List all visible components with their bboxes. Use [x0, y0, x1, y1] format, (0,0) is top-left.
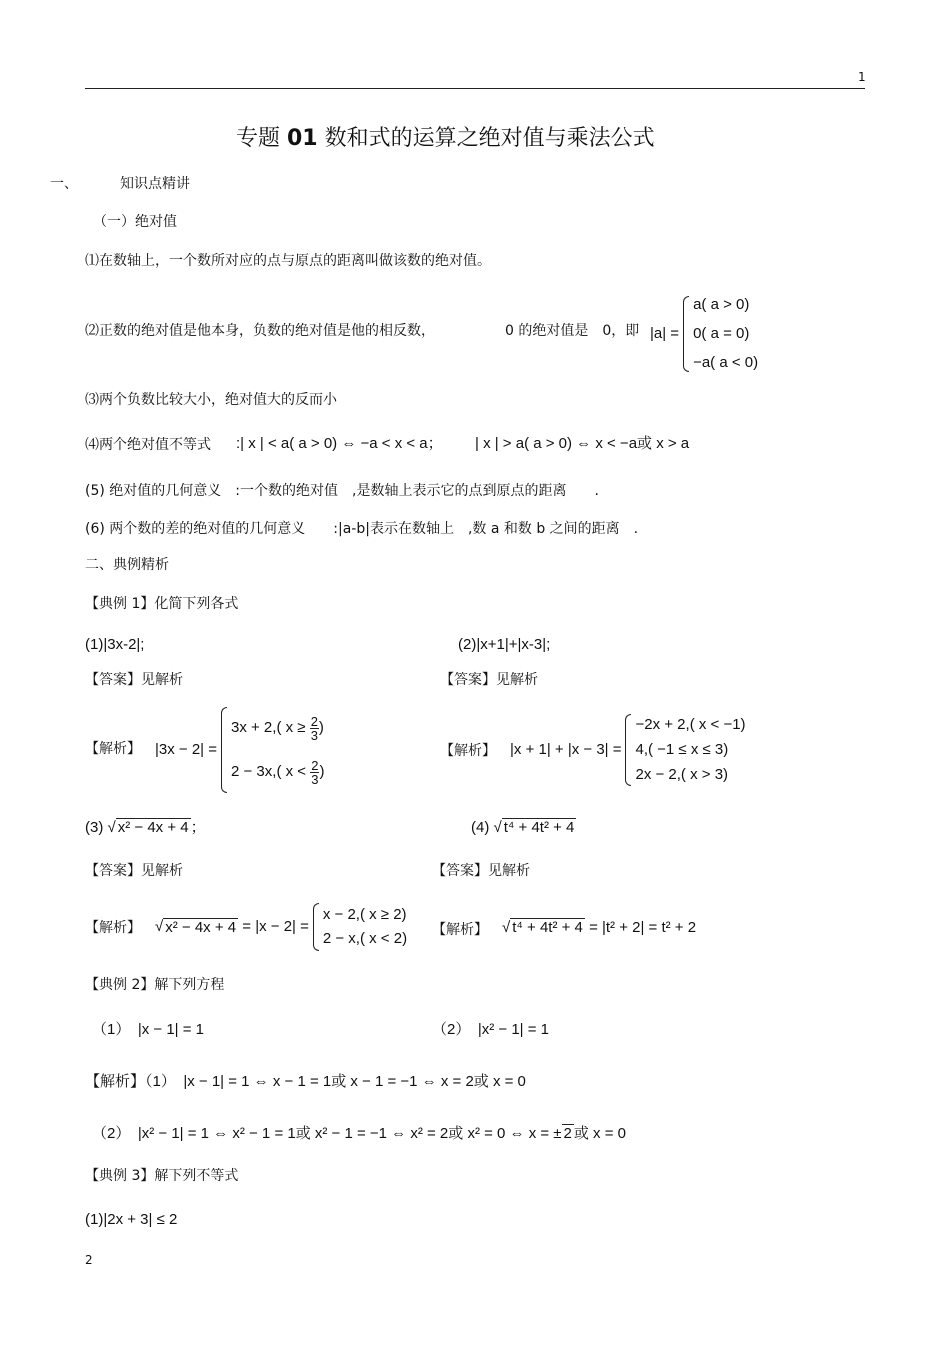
- example-1-solution-2-formula: |x + 1| + |x − 3| = −2x + 2,( x < −1) 4,( −1 ≤ x ≤ 3) 2x − 2,( x > 3): [510, 712, 746, 787]
- page-number-top: 1: [858, 70, 866, 84]
- example-2-heading: 【典例 2】解下列方程: [85, 977, 225, 993]
- point-2-text: ⑵正数的绝对值是他本身，负数的绝对值是他的相反数，: [85, 323, 435, 339]
- point-4-formula-2: | x | > a( a > 0) ⇔ x < −a或 x > a: [475, 435, 690, 452]
- point-6: (6) 两个数的差的绝对值的几何意义 :|a-b|表示在数轴上 ,数 a 和数 b 之间的距离 .: [85, 521, 639, 537]
- subsection-heading: （一）绝对值: [93, 214, 177, 230]
- example-2-solution-1: 【解析】（1） |x − 1| = 1 ⇔ x − 1 = 1或 x − 1 = −1 ⇔ x = 2或 x = 0: [85, 1073, 526, 1090]
- page-number-bottom: 2: [85, 1253, 93, 1267]
- example-2-solution-2: （2） |x² − 1| = 1 ⇔ x² − 1 = 1或 x² − 1 = −1 ⇔ x² = 2或 x² = 0 ⇔ x = ± 2 或 x = 0: [92, 1125, 626, 1142]
- header-rule: [85, 88, 865, 89]
- point-3: ⑶两个负数比较大小，绝对值大的反而小: [85, 392, 337, 408]
- example-1-solution-2-label: 【解析】: [440, 743, 496, 759]
- example-1-question-1: (1)|3x-2|;: [85, 636, 145, 653]
- abs-definition-formula: |a| = a( a > 0) 0( a = 0) −a( a < 0): [650, 296, 759, 371]
- example-1-question-3: (3) √ x² − 4x + 4 ；: [85, 819, 206, 836]
- example-1-question-2: (2)|x+1|+|x-3|;: [458, 636, 551, 653]
- example-1-solution-3-formula: √ x² − 4x + 4 = |x − 2| = x − 2,( x ≥ 2) 2 − x,( x < 2): [155, 903, 407, 951]
- point-2-text-zero: 0 的绝对值是 0，即: [505, 323, 640, 339]
- example-1-solution-3-label: 【解析】: [85, 920, 141, 936]
- example-1-solution-1-label: 【解析】: [85, 741, 141, 757]
- page-title: 专题 01 数和式的运算之绝对值与乘法公式: [236, 126, 655, 151]
- point-1: ⑴在数轴上，一个数所对应的点与原点的距离叫做该数的绝对值。: [85, 253, 491, 269]
- section-1-heading: 知识点精讲: [120, 176, 190, 192]
- section-2-heading: 二、典例精析: [85, 557, 169, 573]
- point-5: (5) 绝对值的几何意义 :一个数的绝对值 ,是数轴上表示它的点到原点的距离 .: [85, 483, 599, 499]
- example-1-question-4: (4) √ t⁴ + 4t² + 4: [471, 819, 575, 836]
- example-1-answer-2: 【答案】见解析: [440, 672, 538, 688]
- point-4-label: ⑷两个绝对值不等式: [85, 437, 211, 453]
- example-1-answer-3: 【答案】见解析: [85, 863, 183, 879]
- example-1-answer-1: 【答案】见解析: [85, 672, 183, 688]
- example-3-heading: 【典例 3】解下列不等式: [85, 1168, 239, 1184]
- example-2-question-1: （1） |x − 1| = 1: [92, 1021, 205, 1038]
- example-2-question-2: （2） |x² − 1| = 1: [432, 1021, 550, 1038]
- point-4-formula-1: :| x | < a( a > 0) ⇔ −a < x < a；: [236, 435, 443, 452]
- example-1-solution-4-formula: √ t⁴ + 4t² + 4 = |t² + 2| = t² + 2: [502, 919, 697, 936]
- section-1-number: 一、: [50, 176, 78, 192]
- example-1-solution-4-label: 【解析】: [432, 922, 488, 938]
- example-1-answer-4: 【答案】见解析: [432, 863, 530, 879]
- example-1-solution-1-formula: |3x − 2| = 3x + 2,( x ≥ $\frac{2}{3}$ ) 2 − 3x,( x < $\frac{2}{3}$ ): [155, 706, 324, 794]
- example-3-question-1: (1)|2x + 3| ≤ 2: [85, 1211, 178, 1228]
- example-1-heading: 【典例 1】化简下列各式: [85, 596, 239, 612]
